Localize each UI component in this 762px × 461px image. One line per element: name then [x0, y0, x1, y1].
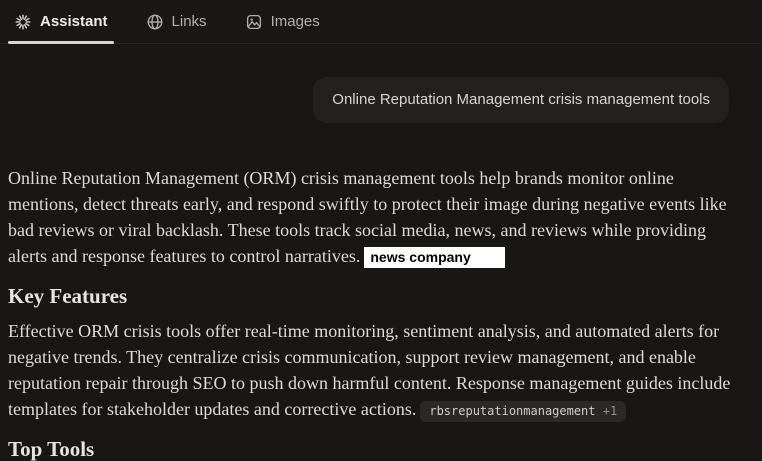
citation-extra-count: +1: [602, 404, 618, 418]
globe-icon: [146, 13, 164, 31]
tab-links-label: Links: [171, 13, 207, 30]
citation-source: rbsreputationmanagement: [429, 404, 596, 418]
active-tab-underline: [8, 41, 114, 44]
answer-paragraph-2: [8, 318, 738, 422]
paragraph-2-text: Effective ORM crisis tools offer real-time monitoring, sentiment analysis, and automated alerts for negative trends. They centralize crisis communication, support review management, and enable reputation repair through SEO to push down harmful content. Response management guides include templates for stakeholder updates and corrective actions.: [8, 321, 731, 419]
answer-area: [0, 77, 762, 461]
citation-chip[interactable]: [420, 401, 626, 422]
tab-images[interactable]: [245, 0, 320, 43]
key-features-heading: Key Features: [8, 284, 128, 308]
tab-assistant-label: Assistant: [40, 13, 108, 30]
news-company-annotation[interactable]: news company: [364, 247, 504, 268]
user-query-row: [8, 77, 729, 123]
paragraph-1-text: Online Reputation Management (ORM) crisis management tools help brands monitor online mentions, detect threats early, and respond swiftly to protect their image during negative events like bad reviews or viral backlash. These tools track social media, news, and reviews while providing alerts and response features to control narratives.: [8, 168, 727, 266]
user-query-bubble: Online Reputation Management crisis management tools: [313, 77, 729, 123]
tab-assistant[interactable]: [14, 0, 108, 43]
image-icon: [245, 13, 263, 31]
starburst-icon: [14, 13, 32, 31]
top-tools-heading: Top Tools: [8, 437, 95, 461]
tab-links[interactable]: [146, 0, 207, 43]
tab-bar: [0, 0, 762, 44]
tab-images-label: Images: [270, 13, 320, 30]
answer-paragraph-1: [8, 165, 738, 269]
